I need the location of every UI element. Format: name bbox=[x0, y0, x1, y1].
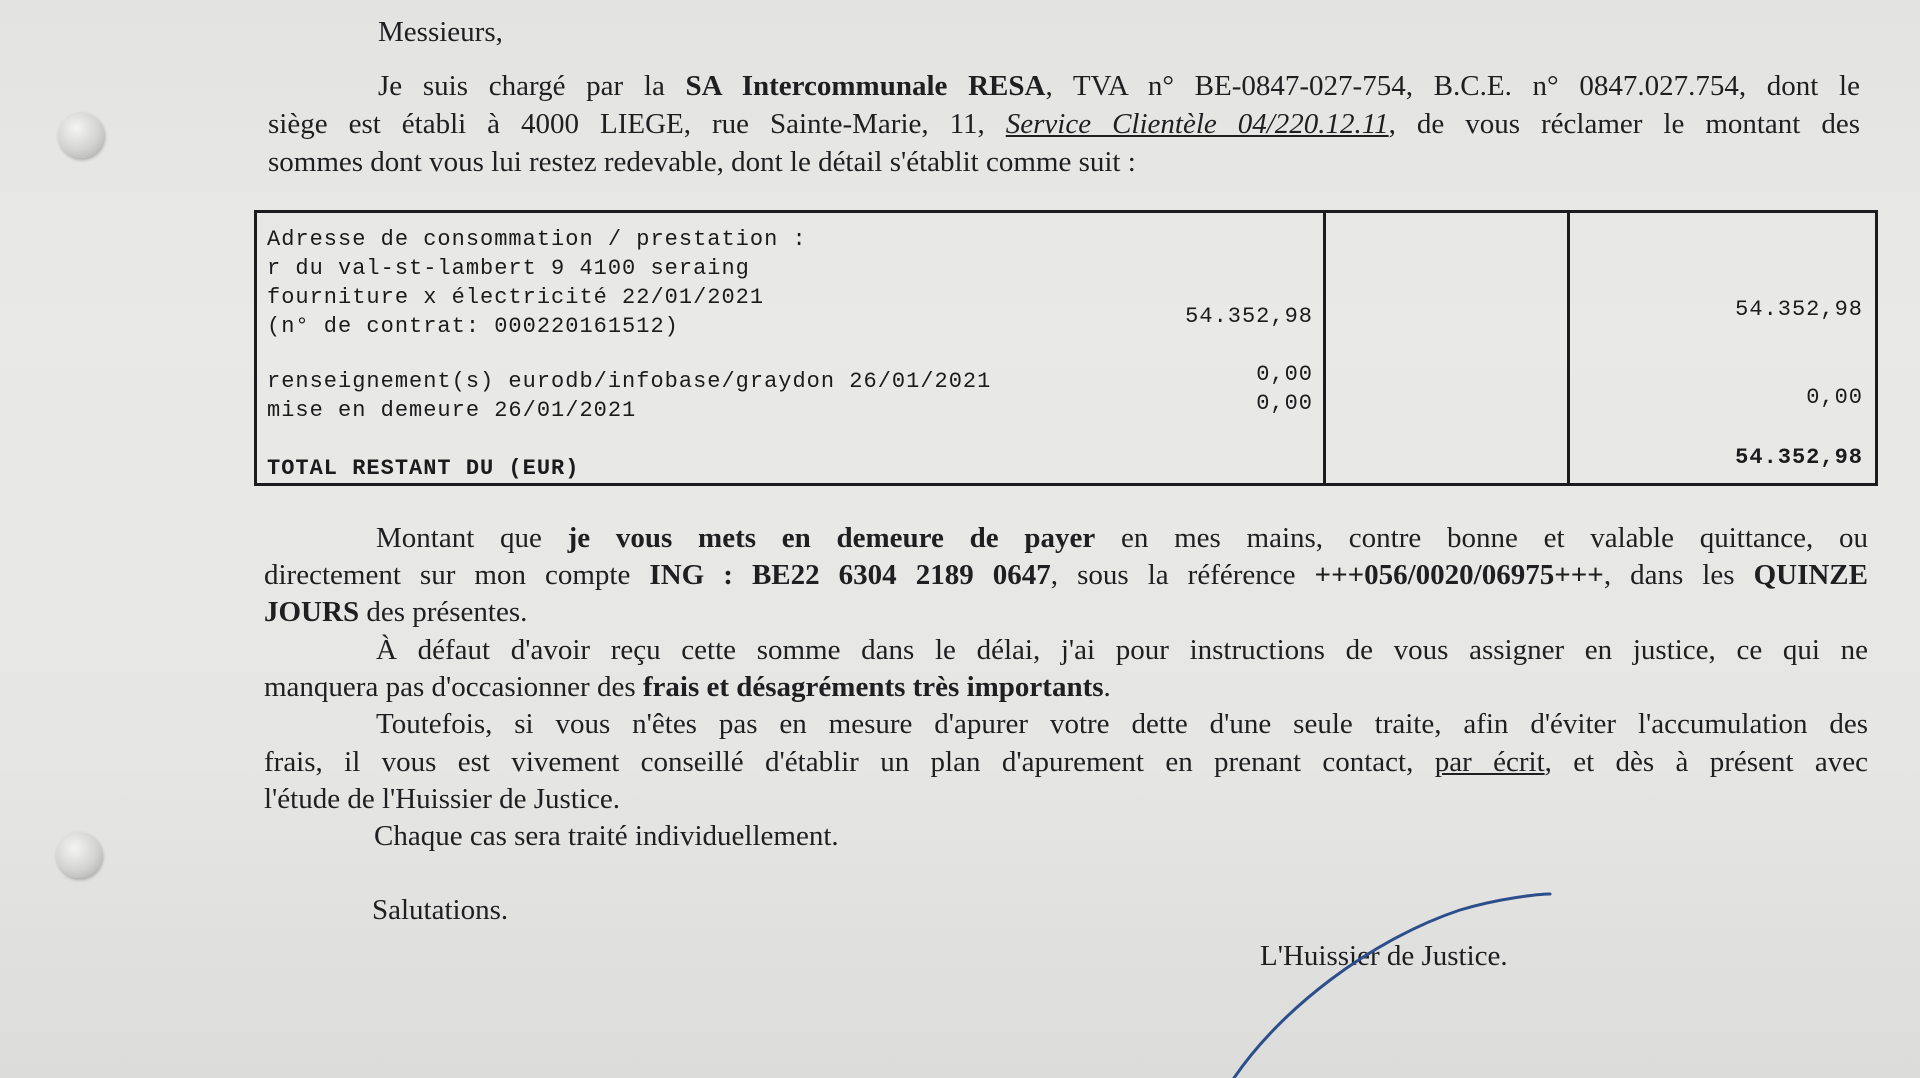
intro-text: , TVA n° BE-0847-027-754, B.C.E. n° 0847.027.754, dont le bbox=[1045, 70, 1860, 102]
para1-line2 bbox=[264, 557, 1868, 594]
signatory: L'Huissier de Justice. bbox=[1260, 940, 1508, 972]
intro-text: Je suis chargé par la bbox=[378, 70, 686, 102]
punch-hole-top bbox=[58, 112, 104, 158]
table-divider bbox=[1567, 213, 1570, 483]
intro-line-3: sommes dont vous lui restez redevable, dont le détail s'établit comme suit : bbox=[268, 146, 1136, 178]
address-header: Adresse de consommation / prestation : bbox=[267, 227, 807, 252]
text: en mes mains, contre bonne et valable quittance, ou bbox=[1095, 522, 1868, 554]
para4: Chaque cas sera traité individuellement. bbox=[374, 820, 839, 852]
contract-line: (n° de contrat: 000220161512) bbox=[267, 314, 679, 339]
text: des présentes. bbox=[359, 596, 528, 628]
closing: Salutations. bbox=[372, 894, 509, 926]
intro-line-2 bbox=[268, 106, 1860, 143]
text: directement sur mon compte bbox=[264, 559, 650, 591]
col2-value: 0,00 bbox=[1256, 391, 1313, 416]
para1-line1 bbox=[264, 520, 1868, 557]
intro-line-1 bbox=[268, 68, 1860, 105]
col3-value: 0,00 bbox=[1806, 385, 1863, 410]
warning-text: frais et désagréments très importants bbox=[642, 671, 1104, 703]
signature-stroke bbox=[1220, 890, 1580, 1078]
text: , sous la référence bbox=[1050, 559, 1315, 591]
in-writing-text: par écrit bbox=[1434, 746, 1545, 778]
deadline-text: JOURS bbox=[264, 596, 360, 628]
para1-line3 bbox=[264, 594, 527, 631]
intro-text: , de vous réclamer le montant des bbox=[1388, 108, 1861, 140]
payment-reference: +++056/0020/06975+++ bbox=[1314, 559, 1604, 591]
detail-table bbox=[254, 210, 1878, 486]
info-line: renseignement(s) eurodb/infobase/graydon 26/01/2021 bbox=[267, 369, 992, 394]
text: , et dès à présent avec bbox=[1544, 746, 1868, 778]
punch-hole-bottom bbox=[56, 832, 102, 878]
text: Montant que bbox=[376, 522, 568, 554]
salutation: Messieurs, bbox=[378, 16, 503, 48]
table-divider bbox=[1323, 213, 1326, 483]
service-phone: Service Clientèle 04/220.12.11 bbox=[1005, 108, 1389, 140]
col3-value: 54.352,98 bbox=[1735, 297, 1863, 322]
bank-account: ING : BE22 6304 2189 0647 bbox=[649, 559, 1051, 591]
company-name: SA Intercommunale RESA bbox=[685, 70, 1046, 102]
col2-value: 0,00 bbox=[1256, 362, 1313, 387]
notice-line: mise en demeure 26/01/2021 bbox=[267, 398, 637, 423]
supply-line: fourniture x électricité 22/01/2021 bbox=[267, 285, 765, 310]
deadline-text: QUINZE bbox=[1753, 559, 1868, 591]
text: manquera pas d'occasionner des bbox=[264, 671, 643, 703]
para2-line2 bbox=[264, 669, 1111, 706]
text: frais, il vous est vivement conseillé d'établir un plan d'apurement en prenant contact, bbox=[264, 746, 1435, 778]
total-value: 54.352,98 bbox=[1735, 445, 1863, 470]
para3-line2 bbox=[264, 744, 1868, 781]
para2-line1: À défaut d'avoir reçu cette somme dans le délai, j'ai pour instructions de vous assigner en justice, ce qui ne bbox=[376, 634, 1868, 666]
text: , dans les bbox=[1603, 559, 1754, 591]
para3-line3: l'étude de l'Huissier de Justice. bbox=[264, 783, 620, 815]
text: . bbox=[1103, 671, 1111, 703]
para3-line1: Toutefois, si vous n'êtes pas en mesure d'apurer votre dette d'une seule traite, afin d'éviter l'accumulation des bbox=[376, 708, 1868, 740]
address: r du val-st-lambert 9 4100 seraing bbox=[267, 256, 750, 281]
col2-value: 54.352,98 bbox=[1185, 304, 1313, 329]
demand-text: je vous mets en demeure de payer bbox=[567, 522, 1096, 554]
total-label: TOTAL RESTANT DU (EUR) bbox=[267, 456, 580, 481]
intro-text: siège est établi à 4000 LIEGE, rue Sainte-Marie, 11, bbox=[268, 108, 1006, 140]
